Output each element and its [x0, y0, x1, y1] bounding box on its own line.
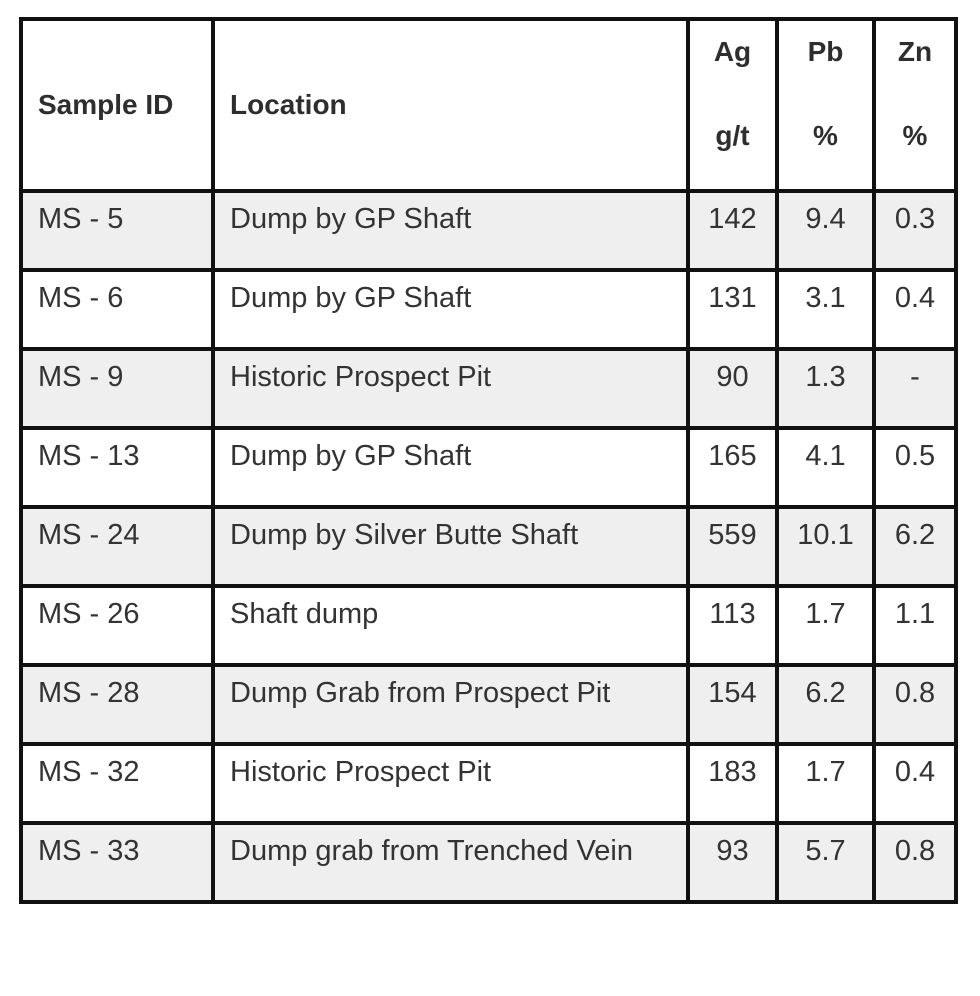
- table-row: [21, 586, 956, 665]
- cell-location: Dump by GP Shaft: [213, 191, 688, 270]
- cell-sample-id: MS - 24: [21, 507, 213, 586]
- cell-zn: 1.1: [874, 586, 956, 665]
- cell-sample-id: MS - 9: [21, 349, 213, 428]
- cell-location: Historic Prospect Pit: [213, 744, 688, 823]
- header-zn-unit: %: [902, 120, 928, 151]
- header-pb: [777, 19, 874, 191]
- header-sample-id: Sample ID: [21, 19, 213, 191]
- table-row: [21, 507, 956, 586]
- cell-location: Dump grab from Trenched Vein: [213, 823, 688, 902]
- cell-ag: 113: [688, 586, 777, 665]
- cell-pb: 1.7: [777, 586, 874, 665]
- cell-zn: 0.5: [874, 428, 956, 507]
- cell-ag: 154: [688, 665, 777, 744]
- cell-ag: 131: [688, 270, 777, 349]
- cell-pb: 10.1: [777, 507, 874, 586]
- cell-pb: 3.1: [777, 270, 874, 349]
- cell-pb: 4.1: [777, 428, 874, 507]
- cell-sample-id: MS - 26: [21, 586, 213, 665]
- cell-zn: 6.2: [874, 507, 956, 586]
- cell-ag: 183: [688, 744, 777, 823]
- cell-location: Dump Grab from Prospect Pit: [213, 665, 688, 744]
- sample-results-table: [19, 17, 958, 904]
- table-row: [21, 744, 956, 823]
- cell-zn: -: [874, 349, 956, 428]
- table-body: [21, 191, 956, 902]
- header-ag-element: Ag: [713, 36, 752, 67]
- cell-location: Historic Prospect Pit: [213, 349, 688, 428]
- cell-pb: 1.7: [777, 744, 874, 823]
- cell-location: Dump by GP Shaft: [213, 428, 688, 507]
- cell-sample-id: MS - 13: [21, 428, 213, 507]
- header-ag: [688, 19, 777, 191]
- header-pb-element: Pb: [807, 36, 844, 67]
- cell-location: Shaft dump: [213, 586, 688, 665]
- header-zn: [874, 19, 956, 191]
- table-row: [21, 349, 956, 428]
- table-header: [21, 19, 956, 191]
- cell-sample-id: MS - 32: [21, 744, 213, 823]
- header-zn-element: Zn: [897, 36, 933, 67]
- cell-ag: 142: [688, 191, 777, 270]
- cell-pb: 9.4: [777, 191, 874, 270]
- header-location: Location: [213, 19, 688, 191]
- table-row: [21, 823, 956, 902]
- table-row: [21, 270, 956, 349]
- cell-ag: 93: [688, 823, 777, 902]
- header-ag-unit: g/t: [715, 120, 750, 151]
- cell-zn: 0.3: [874, 191, 956, 270]
- cell-location: Dump by Silver Butte Shaft: [213, 507, 688, 586]
- cell-sample-id: MS - 33: [21, 823, 213, 902]
- cell-pb: 6.2: [777, 665, 874, 744]
- header-pb-unit: %: [813, 120, 838, 151]
- cell-ag: 559: [688, 507, 777, 586]
- cell-pb: 1.3: [777, 349, 874, 428]
- table-row: [21, 665, 956, 744]
- cell-sample-id: MS - 5: [21, 191, 213, 270]
- cell-sample-id: MS - 28: [21, 665, 213, 744]
- table-row: [21, 191, 956, 270]
- table-row: [21, 428, 956, 507]
- cell-zn: 0.4: [874, 270, 956, 349]
- cell-zn: 0.4: [874, 744, 956, 823]
- cell-pb: 5.7: [777, 823, 874, 902]
- header-row: [21, 19, 956, 191]
- cell-ag: 90: [688, 349, 777, 428]
- cell-ag: 165: [688, 428, 777, 507]
- cell-location: Dump by GP Shaft: [213, 270, 688, 349]
- cell-sample-id: MS - 6: [21, 270, 213, 349]
- cell-zn: 0.8: [874, 665, 956, 744]
- cell-zn: 0.8: [874, 823, 956, 902]
